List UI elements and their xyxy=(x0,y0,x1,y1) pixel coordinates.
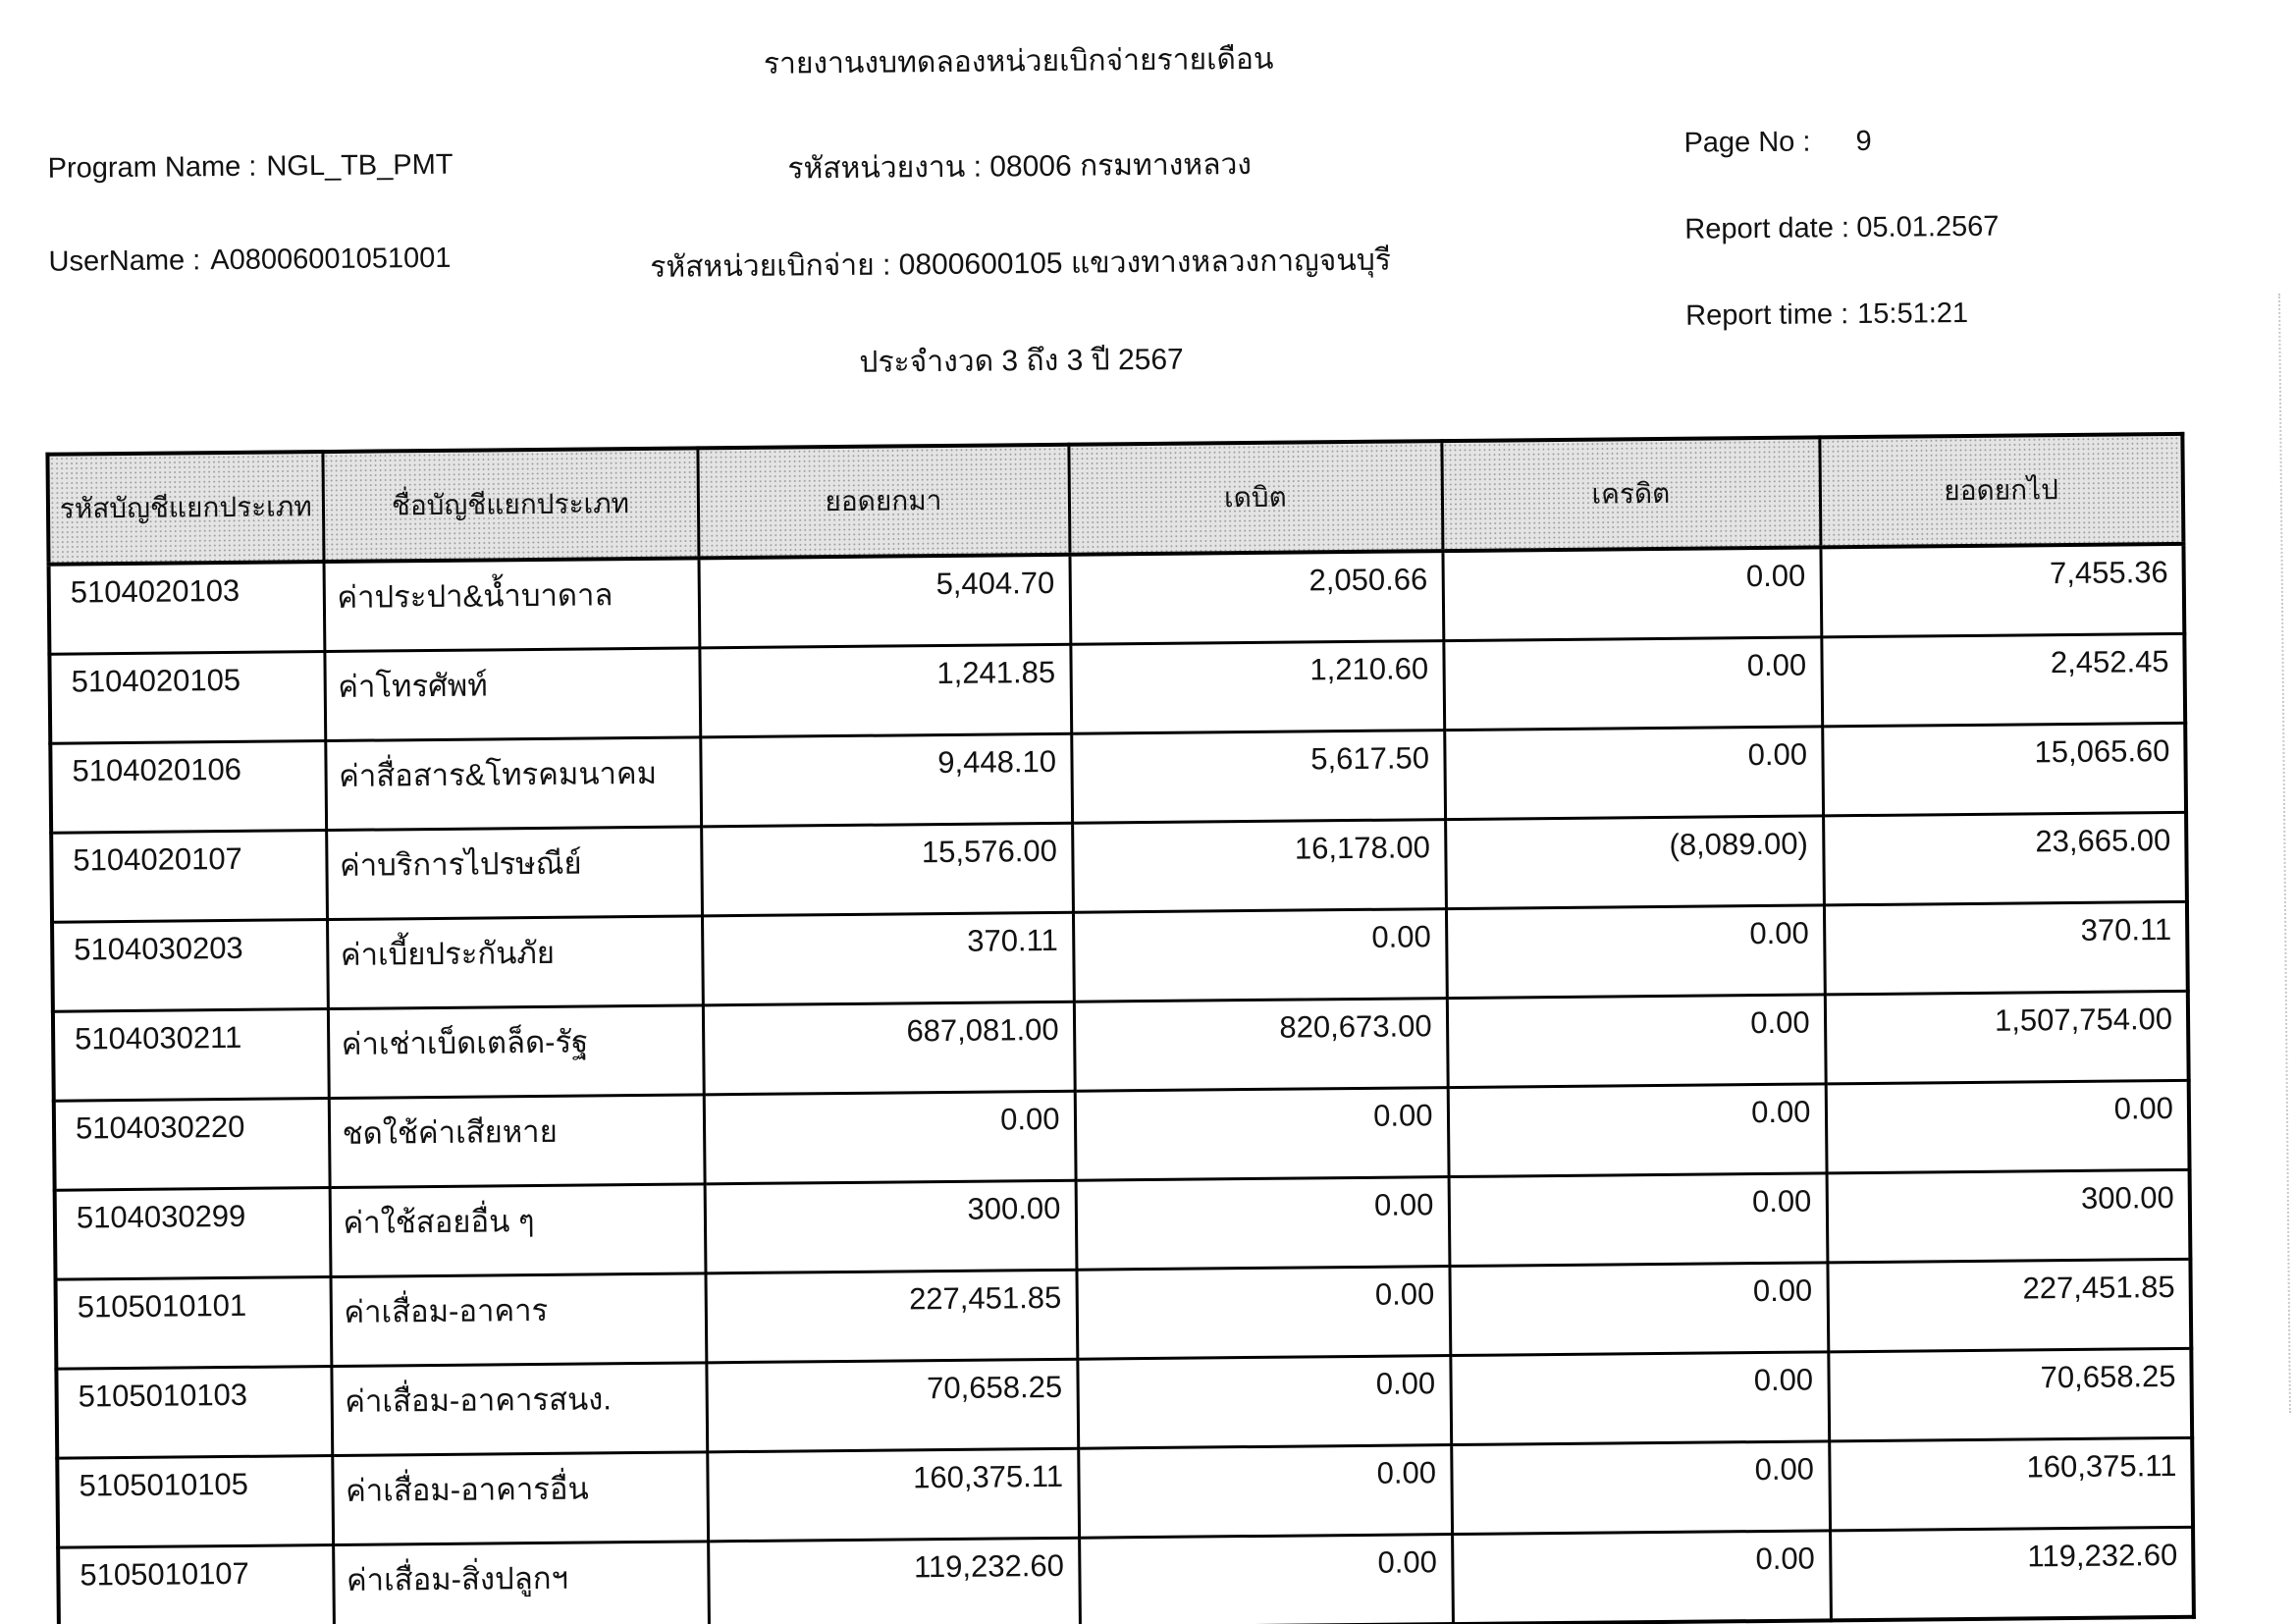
page-no-label: Page No : xyxy=(1683,126,1811,159)
account-name-cell: ค่าใช้สอยอื่น ๆ xyxy=(330,1184,706,1277)
credit-cell: 0.00 xyxy=(1452,1531,1831,1624)
ending-balance-cell: 7,455.36 xyxy=(1820,544,2184,637)
debit-cell: 0.00 xyxy=(1077,1356,1451,1449)
header-opening-balance: ยอดยกมา xyxy=(697,445,1069,559)
account-code-cell: 5104030299 xyxy=(55,1188,331,1280)
username-label: UserName : xyxy=(48,244,201,278)
report-time-label: Report time : xyxy=(1685,298,1849,332)
account-code-cell: 5104030203 xyxy=(52,920,328,1012)
ending-balance-cell: 70,658.25 xyxy=(1828,1348,2192,1441)
scan-edge-artifact xyxy=(2278,294,2291,1413)
ending-balance-cell: 300.00 xyxy=(1827,1169,2191,1263)
account-name-cell: ค่าโทรศัพท์ xyxy=(324,648,700,741)
credit-cell: 0.00 xyxy=(1449,1263,1828,1356)
account-name-cell: ค่าบริการไปรษณีย์ xyxy=(326,827,702,920)
report-date-line xyxy=(1684,211,1999,246)
credit-cell: 0.00 xyxy=(1447,995,1826,1088)
debit-cell: 1,210.60 xyxy=(1070,641,1444,734)
opening-balance-cell: 687,081.00 xyxy=(703,1001,1075,1095)
table-header-row xyxy=(47,434,2183,565)
report-title: รายงานงบทดลองหน่วยเบิกจ่ายรายเดือน xyxy=(763,42,1274,81)
ending-balance-cell: 227,451.85 xyxy=(1827,1259,2191,1352)
account-code-cell: 5104020107 xyxy=(51,831,327,923)
header-left xyxy=(48,149,455,340)
opening-balance-cell: 370.11 xyxy=(702,912,1074,1005)
account-code-cell: 5105010103 xyxy=(56,1367,332,1459)
username-line xyxy=(48,243,454,279)
ending-balance-cell: 119,232.60 xyxy=(1830,1527,2194,1620)
account-name-cell: ค่าเสื่อม-อาคาร xyxy=(331,1273,707,1367)
debit-cell: 5,617.50 xyxy=(1071,731,1445,824)
opening-balance-cell: 1,241.85 xyxy=(699,644,1071,737)
ending-balance-cell: 2,452.45 xyxy=(1821,633,2185,727)
opening-balance-cell: 9,448.10 xyxy=(700,733,1072,827)
program-name-value: NGL_TB_PMT xyxy=(266,148,454,183)
account-name-cell: ค่าเสื่อม-อาคารสนง. xyxy=(331,1363,707,1456)
account-name-cell: ชดใช้ค่าเสียหาย xyxy=(329,1095,705,1188)
opening-balance-cell: 5,404.70 xyxy=(698,555,1070,648)
account-code-cell: 5104020106 xyxy=(50,741,326,834)
credit-cell: 0.00 xyxy=(1442,547,1821,640)
debit-cell: 0.00 xyxy=(1073,909,1447,1002)
ending-balance-cell: 370.11 xyxy=(1824,901,2188,995)
report-time-line xyxy=(1685,298,2000,333)
credit-cell: 0.00 xyxy=(1444,727,1823,820)
account-code-cell: 5104020103 xyxy=(49,562,325,654)
report-date-label: Report date : xyxy=(1684,212,1850,245)
account-name-cell: ค่าเสื่อม-อาคารอื่น xyxy=(332,1452,708,1545)
opening-balance-cell: 160,375.11 xyxy=(707,1448,1079,1542)
header-ending-balance: ยอดยกไป xyxy=(1819,434,2183,548)
program-name-label: Program Name : xyxy=(47,150,257,185)
debit-cell: 0.00 xyxy=(1079,1535,1453,1624)
table-body xyxy=(49,544,2194,1624)
period-line: ประจำงวด 3 ถึง 3 ปี 2567 xyxy=(859,343,1184,379)
page-no-value: 9 xyxy=(1855,125,1872,158)
debit-cell: 820,673.00 xyxy=(1074,999,1448,1092)
username-value: A08006001051001 xyxy=(210,242,452,277)
account-code-cell: 5105010101 xyxy=(56,1277,332,1370)
header-center xyxy=(552,34,1488,440)
account-code-cell: 5104020105 xyxy=(49,652,325,744)
opening-balance-cell: 0.00 xyxy=(704,1091,1076,1184)
report-time-value: 15:51:21 xyxy=(1857,297,1969,331)
credit-cell: 0.00 xyxy=(1451,1441,1830,1535)
debit-cell: 2,050.66 xyxy=(1069,551,1443,644)
table-header xyxy=(47,434,2183,565)
ending-balance-cell: 1,507,754.00 xyxy=(1825,991,2189,1084)
account-name-cell: ค่าเช่าเบ็ดเตล็ด-รัฐ xyxy=(328,1005,704,1099)
opening-balance-cell: 227,451.85 xyxy=(705,1270,1077,1363)
ending-balance-cell: 15,065.60 xyxy=(1822,723,2186,816)
program-name-line xyxy=(48,149,454,186)
page-no-line xyxy=(1683,125,1998,160)
header-credit: เครดิต xyxy=(1441,437,1820,551)
credit-cell: 0.00 xyxy=(1448,1084,1827,1177)
trial-balance-table xyxy=(45,432,2196,1624)
account-code-cell: 5105010105 xyxy=(57,1456,333,1548)
credit-cell: 0.00 xyxy=(1446,905,1825,999)
header-account-name: ชื่อบัญชีแยกประเภท xyxy=(322,448,698,562)
debit-cell: 16,178.00 xyxy=(1072,820,1446,913)
account-code-cell: 5104030211 xyxy=(53,1009,329,1102)
account-name-cell: ค่าประปา&น้ำบาดาล xyxy=(324,558,700,651)
report-date-value: 05.01.2567 xyxy=(1856,210,2000,244)
account-name-cell: ค่าเสื่อม-สิ่งปลูกฯ xyxy=(333,1542,709,1624)
opening-balance-cell: 15,576.00 xyxy=(701,823,1073,916)
debit-cell: 0.00 xyxy=(1076,1267,1450,1360)
opening-balance-cell: 70,658.25 xyxy=(706,1359,1078,1452)
debit-cell: 0.00 xyxy=(1076,1177,1450,1271)
disbursement-unit-line: รหัสหน่วยเบิกจ่าย : 0800600105 แขวงทางหลวงกาญจนบุรี xyxy=(650,244,1392,284)
ending-balance-cell: 0.00 xyxy=(1826,1080,2190,1173)
account-name-cell: ค่าสื่อสาร&โทรคมนาคม xyxy=(325,737,701,831)
header-debit: เดบิต xyxy=(1068,441,1442,555)
header-account-code: รหัสบัญชีแยกประเภท xyxy=(47,452,323,565)
credit-cell: 0.00 xyxy=(1443,637,1822,731)
account-name-cell: ค่าเบี้ยประกันภัย xyxy=(327,916,703,1009)
agency-code-line: รหัสหน่วยงาน : 08006 กรมทางหลวง xyxy=(787,147,1253,186)
opening-balance-cell: 119,232.60 xyxy=(708,1538,1080,1624)
ending-balance-cell: 23,665.00 xyxy=(1823,812,2187,905)
credit-cell: 0.00 xyxy=(1449,1173,1828,1267)
header-right xyxy=(1683,125,2001,387)
opening-balance-cell: 300.00 xyxy=(705,1180,1077,1273)
debit-cell: 0.00 xyxy=(1078,1445,1452,1539)
ending-balance-cell: 160,375.11 xyxy=(1829,1437,2193,1531)
credit-cell: (8,089.00) xyxy=(1445,816,1824,909)
credit-cell: 0.00 xyxy=(1450,1352,1829,1445)
account-code-cell: 5104030220 xyxy=(54,1099,330,1191)
account-code-cell: 5105010107 xyxy=(58,1545,334,1624)
debit-cell: 0.00 xyxy=(1075,1088,1449,1181)
